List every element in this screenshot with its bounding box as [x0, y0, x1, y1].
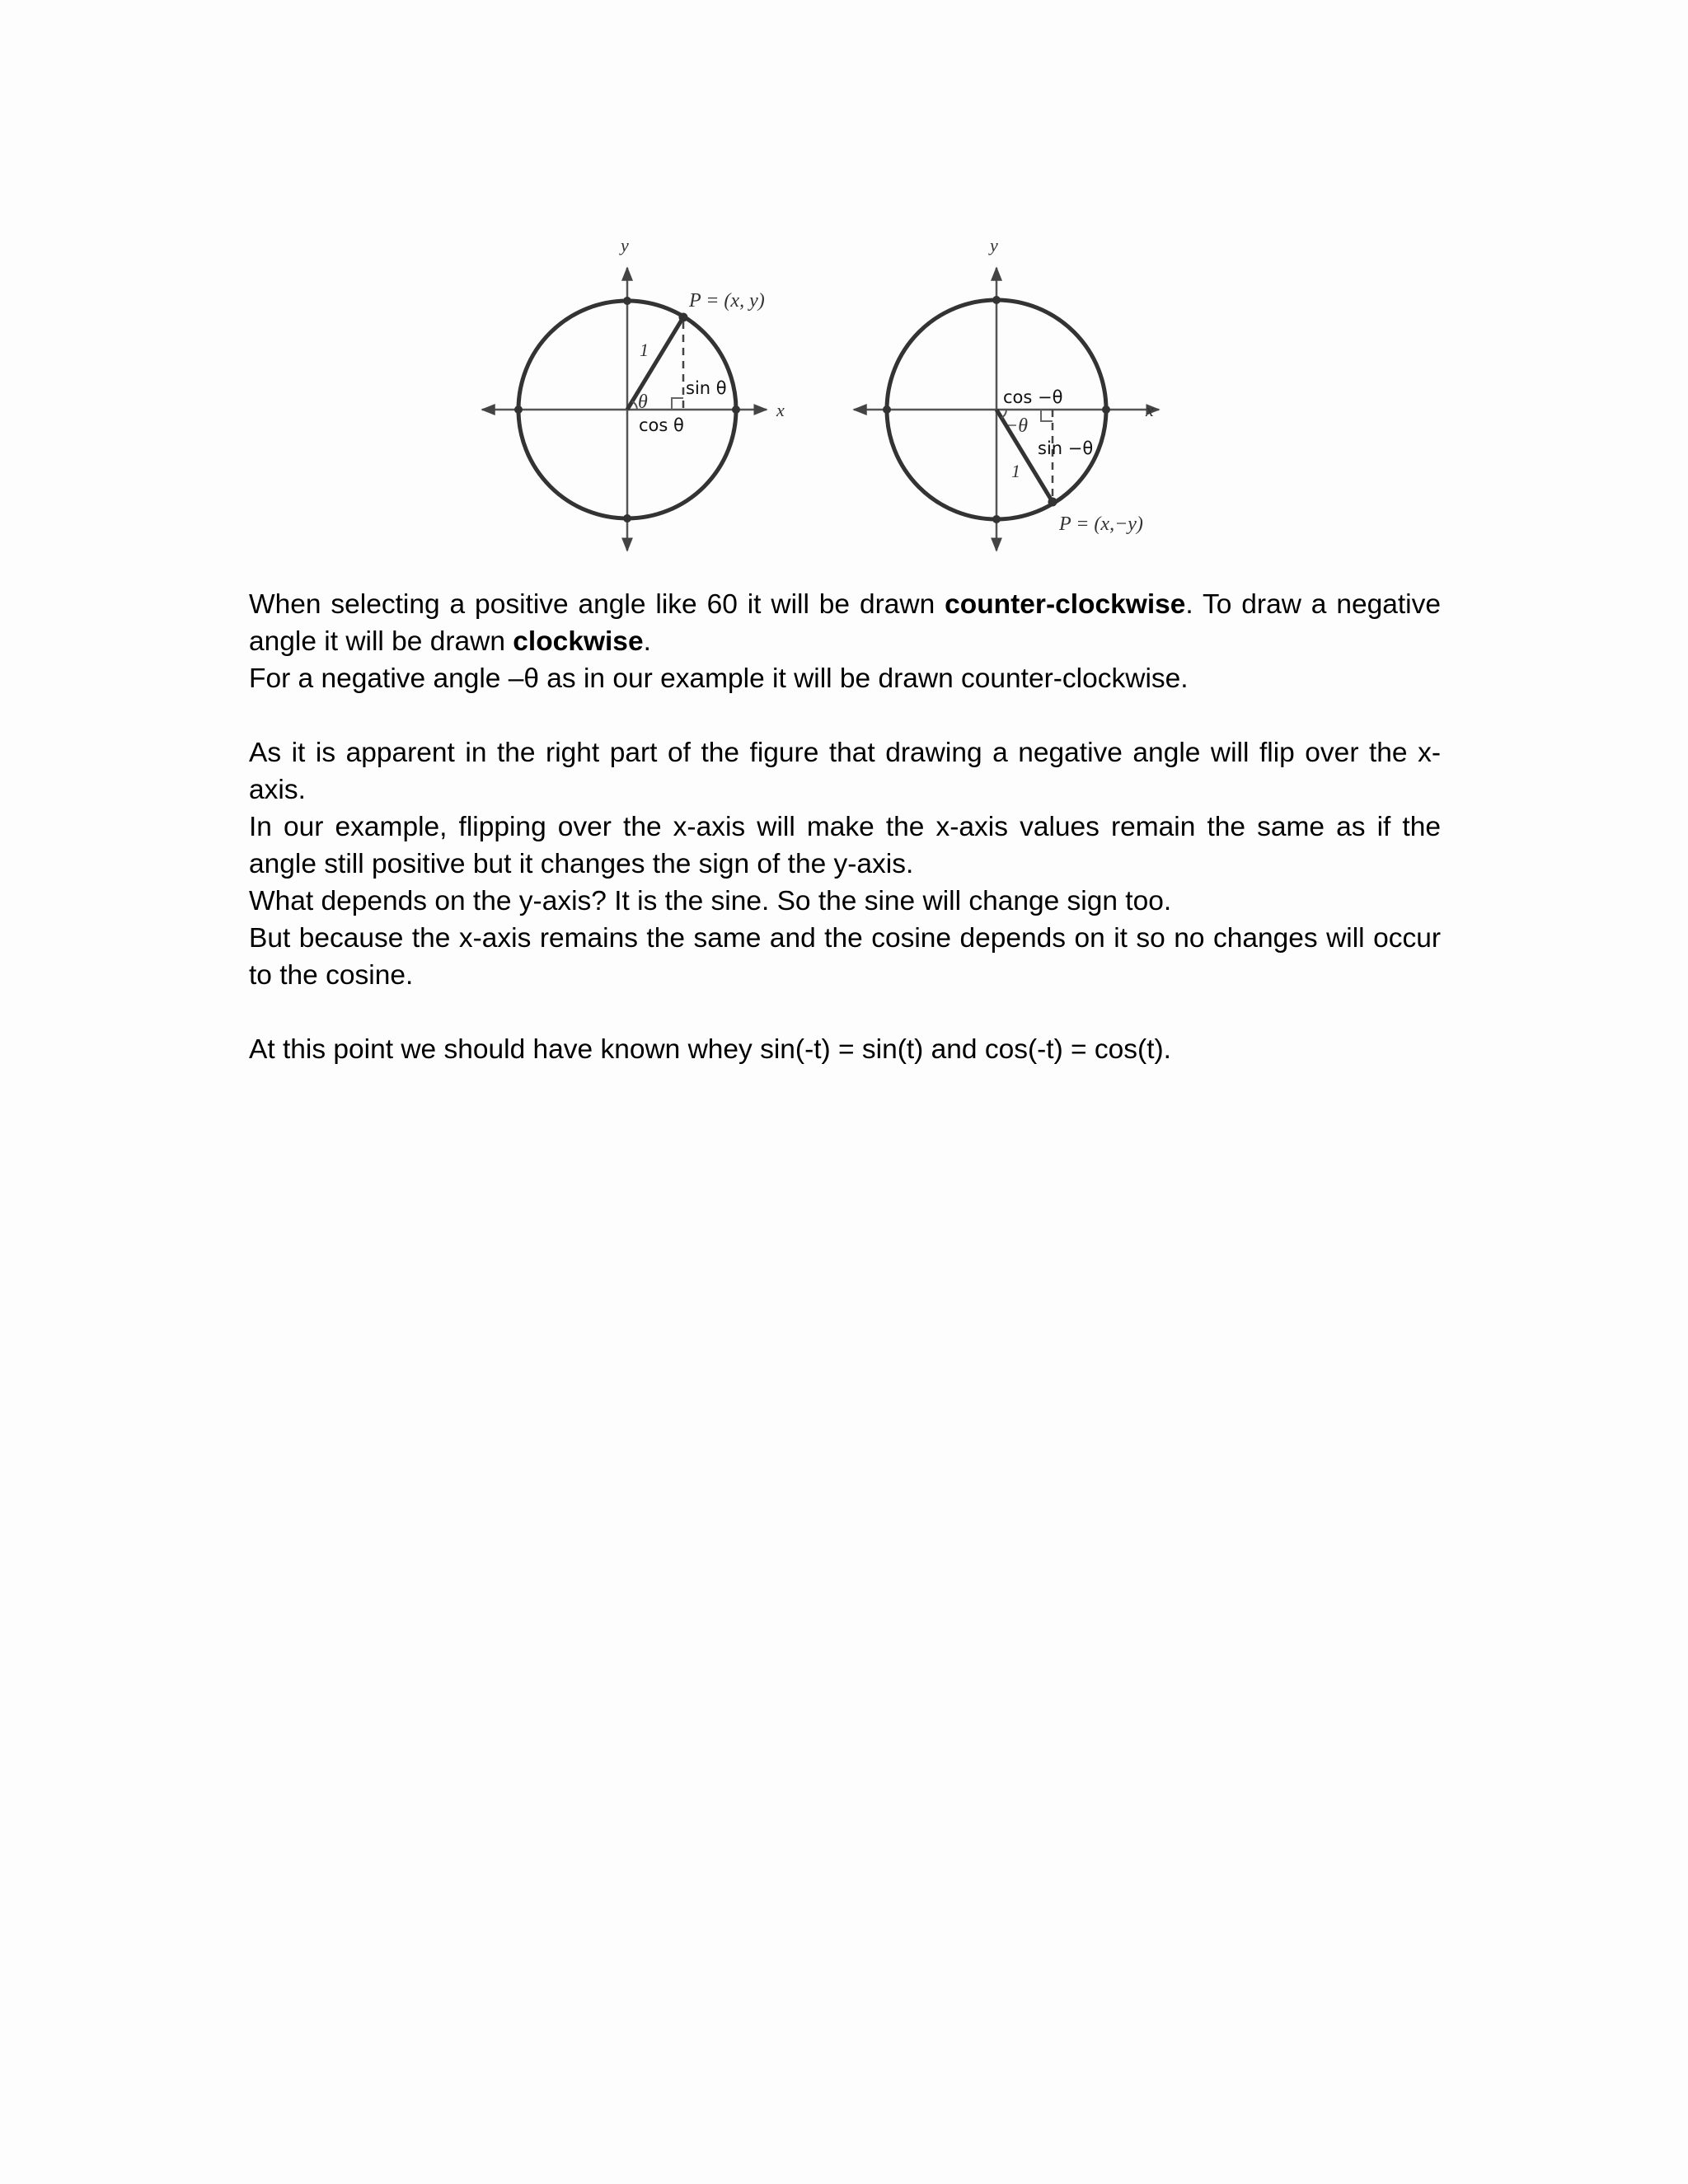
- p1-bold-counter-clockwise: counter-clockwise: [945, 589, 1186, 620]
- right-sin-label: sin −θ: [1038, 438, 1094, 458]
- p1-text-c: .: [643, 626, 651, 657]
- right-point-p: [1048, 498, 1057, 507]
- right-cos-label: cos −θ: [1003, 387, 1063, 407]
- unit-circle-figure: [0, 0, 1688, 577]
- right-angle-label: −θ: [1005, 415, 1028, 437]
- right-unit-circle-diagram: [854, 235, 1159, 551]
- left-point-label: P = (x, y): [689, 290, 765, 312]
- left-unit-circle-diagram: [482, 235, 785, 551]
- left-sin-label: sin θ: [686, 378, 727, 398]
- paragraph-conclusion: At this point we should have known whey sin(-t) = sin(t) and cos(-t) = cos(t).: [249, 1034, 1171, 1065]
- left-radius-label: 1: [640, 340, 649, 360]
- paragraph-cosine-same: But because the x-axis remains the same and the cosine depends on it so no changes will occur to the cosine.: [249, 923, 1441, 991]
- paragraph-angle-direction: [249, 586, 1441, 660]
- left-angle-label: θ: [638, 391, 648, 413]
- left-cos-label: cos θ: [639, 415, 684, 435]
- right-radius-label: 1: [1011, 461, 1020, 481]
- p1-text-b: . To draw a negative angle it will be drawn: [249, 589, 1441, 657]
- left-x-label: x: [776, 400, 785, 420]
- p1-bold-clockwise: clockwise: [513, 626, 644, 657]
- paragraph-example-flip: In our example, flipping over the x-axis will make the x-axis values remain the same as if the angle still positive but it changes the sign of the y-axis.: [249, 812, 1441, 879]
- body-text: [249, 586, 1441, 1068]
- right-point-label: P = (x,−y): [1059, 513, 1143, 535]
- p1-text-a: When selecting a positive angle like 60 it will be drawn: [249, 589, 945, 620]
- left-y-label: y: [621, 235, 629, 255]
- paragraph-sine-depends: What depends on the y-axis? It is the sine. So the sine will change sign too.: [249, 886, 1172, 916]
- paragraph-flip-x-axis: As it is apparent in the right part of the figure that drawing a negative angle will flip over the x-axis.: [249, 738, 1441, 805]
- left-point-p: [679, 313, 688, 322]
- left-radius-line: [627, 317, 683, 410]
- right-x-label: x: [1146, 400, 1154, 420]
- paragraph-negative-angle: For a negative angle –θ as in our example it will be drawn counter-clockwise.: [249, 663, 1189, 694]
- right-y-label: y: [990, 235, 998, 255]
